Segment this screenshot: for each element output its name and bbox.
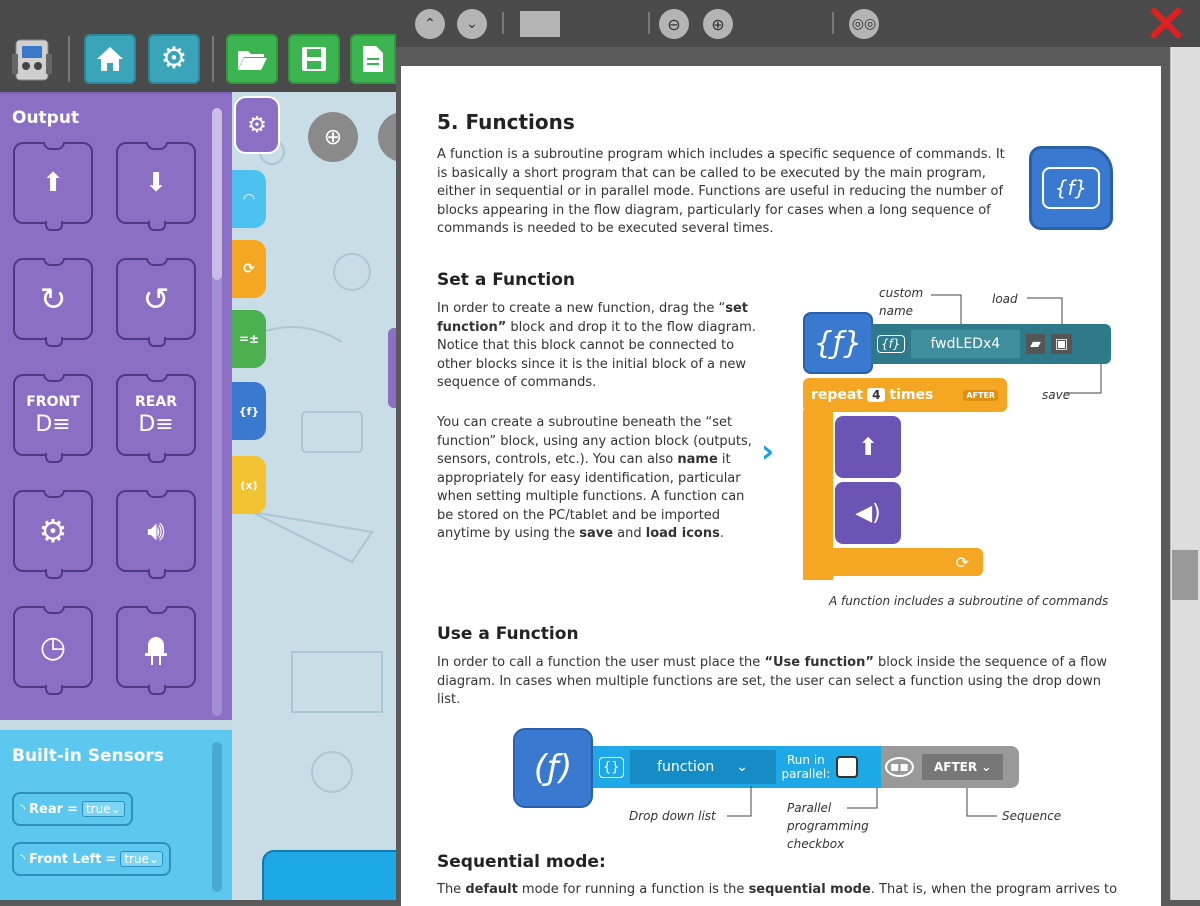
zoom-in-icon: ⊕ bbox=[711, 14, 725, 34]
function-icon: {f} bbox=[238, 404, 260, 418]
toolbar-divider bbox=[68, 36, 70, 82]
chevron-down-icon: ⌄ bbox=[466, 16, 478, 32]
text-run-bold: default bbox=[465, 882, 518, 897]
floppy-disk-icon bbox=[301, 46, 327, 72]
canvas-bottom-block[interactable] bbox=[262, 850, 396, 900]
text-run: The bbox=[437, 882, 466, 897]
forward-block: ⬆ bbox=[835, 416, 901, 478]
repeat-count: 4 bbox=[867, 388, 885, 402]
toolbar-divider bbox=[502, 12, 504, 34]
load-annotation: load bbox=[992, 292, 1018, 306]
zoom-in-button[interactable] bbox=[703, 9, 733, 39]
loop-icon: ⟳ bbox=[955, 552, 969, 572]
text-run-bold: load icons bbox=[645, 526, 720, 541]
text-run: . That is, when the program arrives to bbox=[870, 882, 1118, 897]
category-tab-variables[interactable] bbox=[232, 456, 266, 514]
palette-scrollbar-thumb[interactable] bbox=[212, 108, 222, 280]
run-parallel-label: Run in parallel: bbox=[781, 753, 831, 781]
close-icon bbox=[1148, 5, 1184, 41]
function-icon: {f} bbox=[877, 335, 905, 353]
text-run: . bbox=[719, 526, 724, 541]
section-title: 5. Functions bbox=[437, 110, 575, 134]
led-block[interactable] bbox=[116, 606, 196, 688]
palette-title: Output bbox=[12, 108, 80, 128]
canvas-settings-button[interactable] bbox=[234, 96, 280, 154]
move-forward-block[interactable] bbox=[13, 142, 93, 224]
set-function-block: {ƒ} bbox=[803, 312, 873, 374]
folder-open-icon bbox=[236, 47, 268, 71]
rear-light-label: REAR bbox=[135, 393, 177, 410]
toolbar-divider bbox=[212, 36, 214, 82]
parallel-annotation: Parallel programming checkbox bbox=[787, 801, 869, 851]
robot-backward-icon: ⬇ bbox=[145, 168, 167, 198]
category-tab-operators[interactable] bbox=[232, 310, 266, 368]
chevron-down-icon: ⌄ bbox=[736, 759, 749, 775]
link-icon: ▪▪ bbox=[885, 757, 914, 777]
text-run: it appropriately for easy identification, particular when setting multiple functions. A function can be stored on the PC/tablet and be imported anytime by using the bbox=[437, 452, 745, 541]
set-function-paragraph-1 bbox=[437, 300, 757, 393]
output-palette bbox=[0, 92, 232, 720]
robot-forward-icon: ⬆ bbox=[42, 168, 64, 198]
canvas-block-partial[interactable] bbox=[388, 328, 396, 408]
use-function-bar bbox=[593, 746, 881, 788]
page-number-field[interactable] bbox=[520, 11, 560, 37]
new-file-button[interactable] bbox=[350, 34, 396, 84]
sound-block[interactable] bbox=[116, 490, 196, 572]
calculator-icon: =± bbox=[238, 332, 260, 346]
wifi-icon: ◠ bbox=[243, 191, 255, 207]
variable-icon: (x) bbox=[240, 478, 258, 492]
sensors-scrollbar[interactable] bbox=[212, 742, 222, 892]
document-scrollbar[interactable] bbox=[1170, 47, 1200, 900]
equals-sign: = bbox=[67, 801, 78, 817]
sensor-front-left-block[interactable] bbox=[12, 842, 171, 876]
custom-name-annotation: custom name bbox=[879, 286, 924, 318]
set-function-heading: Set a Function bbox=[437, 270, 575, 290]
equals-sign: = bbox=[105, 851, 117, 867]
text-run-bold: sequential mode bbox=[748, 882, 871, 897]
zoom-out-icon: ⊖ bbox=[667, 14, 681, 34]
function-dropdown bbox=[630, 750, 776, 784]
sensor-value: true bbox=[85, 802, 111, 816]
sequence-annotation: Sequence bbox=[1002, 809, 1062, 823]
category-tab-functions[interactable] bbox=[232, 382, 266, 440]
drop-down-annotation: Drop down list bbox=[629, 809, 716, 823]
text-run-bold: save bbox=[579, 526, 614, 541]
sensor-value-select[interactable]: true⌄ bbox=[82, 801, 125, 817]
use-function-paragraph bbox=[437, 654, 1127, 710]
next-page-button[interactable] bbox=[457, 9, 487, 39]
settings-button[interactable] bbox=[148, 34, 200, 84]
text-run: block inside the sequence of a flow diagram. In cases when multiple functions are set, the user can select a function using the drop down list. bbox=[437, 655, 1108, 707]
text-run-bold: “Use function” bbox=[764, 655, 874, 670]
previous-page-button[interactable] bbox=[415, 9, 445, 39]
set-function-paragraph-2 bbox=[437, 414, 753, 544]
toolbar-divider bbox=[648, 12, 650, 34]
program-canvas[interactable] bbox=[232, 92, 396, 900]
sensor-value: true bbox=[124, 852, 149, 866]
text-run: In order to call a function the user must place the bbox=[437, 655, 765, 670]
home-icon bbox=[95, 45, 125, 73]
save-annotation: save bbox=[1042, 388, 1071, 402]
sequential-mode-heading: Sequential mode: bbox=[437, 852, 606, 872]
text-run: and bbox=[613, 526, 646, 541]
rotate-clockwise-icon: ↻ bbox=[39, 280, 67, 318]
loop-icon: ⟳ bbox=[243, 261, 255, 277]
sequence-select-bar bbox=[881, 746, 1019, 788]
built-in-sensors-palette bbox=[0, 730, 232, 900]
zoom-out-button[interactable] bbox=[659, 9, 689, 39]
sequence-value: AFTER bbox=[933, 760, 978, 774]
sensor-value-select[interactable]: true⌄ bbox=[120, 851, 163, 867]
use-function-block: (ƒ) bbox=[513, 728, 593, 808]
toolbar-divider bbox=[832, 12, 834, 34]
robot-logo-icon bbox=[8, 34, 56, 84]
after-select: AFTER bbox=[963, 390, 998, 401]
document-page bbox=[401, 66, 1161, 906]
clock-icon: ◷ bbox=[39, 629, 67, 665]
zoom-in-icon: ⊕ bbox=[323, 124, 343, 150]
category-tab-controls[interactable] bbox=[232, 240, 266, 298]
sequential-mode-paragraph bbox=[437, 881, 1127, 900]
signal-icon: ◝ bbox=[20, 801, 26, 817]
led-icon bbox=[141, 627, 171, 667]
speaker-icon: 🔊︎ bbox=[147, 514, 165, 547]
front-light-block[interactable] bbox=[13, 374, 93, 456]
gear-icon: ⚙ bbox=[160, 41, 188, 76]
text-run: You can create a subroutine beneath the “set function” block, using any action block (outputs, sensors, controls, etc.). You can also bbox=[437, 415, 752, 467]
function-icon: {f} bbox=[1029, 146, 1113, 230]
repeat-footer bbox=[803, 548, 983, 576]
wait-block[interactable] bbox=[13, 606, 93, 688]
find-button[interactable] bbox=[849, 9, 879, 39]
use-function-heading: Use a Function bbox=[437, 624, 579, 644]
app-toolbar bbox=[0, 0, 396, 92]
headlight-icon: D≡ bbox=[138, 411, 174, 437]
text-run-bold: name bbox=[677, 452, 718, 467]
function-name-field: fwdLEDx4 bbox=[911, 330, 1021, 358]
figure-1-caption: A function includes a subroutine of commands bbox=[829, 594, 1109, 608]
times-label: times bbox=[889, 387, 934, 403]
sound-block: ◀) bbox=[835, 482, 901, 544]
front-light-label: FRONT bbox=[26, 393, 80, 410]
motor-block[interactable] bbox=[13, 490, 93, 572]
sensor-rear-block[interactable] bbox=[12, 792, 133, 826]
sequence-select: AFTER ⌄ bbox=[922, 754, 1003, 780]
category-tab-sensors[interactable] bbox=[232, 170, 266, 228]
move-backward-block[interactable] bbox=[116, 142, 196, 224]
braces-icon: {} bbox=[599, 757, 624, 778]
document-scrollbar-thumb[interactable] bbox=[1172, 550, 1198, 600]
turn-right-block[interactable] bbox=[13, 258, 93, 340]
app-window bbox=[0, 0, 396, 900]
sensors-title: Built-in Sensors bbox=[12, 746, 164, 766]
save-icon: ▣ bbox=[1051, 334, 1072, 354]
pdf-viewer-toolbar bbox=[396, 0, 1200, 47]
dropdown-value: function bbox=[657, 759, 715, 775]
document-icon bbox=[362, 45, 384, 73]
parallel-checkbox bbox=[836, 756, 858, 778]
zoom-in-button[interactable] bbox=[308, 112, 358, 162]
save-button[interactable] bbox=[288, 34, 340, 84]
sensor-name: Front Left bbox=[29, 851, 102, 867]
signal-icon: ◝ bbox=[20, 851, 26, 867]
home-button[interactable] bbox=[84, 34, 136, 84]
text-run-bold: set function” bbox=[437, 301, 748, 335]
function-name-bar bbox=[871, 324, 1111, 364]
repeat-label: repeat bbox=[811, 387, 864, 403]
load-icon: ▰ bbox=[1026, 334, 1045, 354]
turn-left-block[interactable] bbox=[116, 258, 196, 340]
binoculars-icon: ◎◎ bbox=[851, 16, 877, 32]
intro-paragraph: A function is a subroutine program which includes a specific sequence of commands. It is basically a short program that can be called to be executed by the main program, either in sequential or in parallel mode. Functions are useful in reducing the number of blocks appearing in the flow diagram, particularly for cases when a long sequence of commands is needed to be executed several times. bbox=[437, 147, 1005, 236]
chevron-up-icon: ⌃ bbox=[424, 16, 436, 32]
text-run: mode for running a function is the bbox=[517, 882, 749, 897]
open-button[interactable] bbox=[226, 34, 278, 84]
headlight-icon: D≡ bbox=[35, 411, 71, 437]
rotate-counterclockwise-icon: ↺ bbox=[142, 280, 170, 318]
sensor-name: Rear bbox=[29, 801, 64, 817]
text-run: block and drop it to the flow diagram. Notice that this block cannot be connected to other blocks since it is the initial block of a new sequence of commands. bbox=[437, 319, 756, 390]
gear-rotate-icon: ⚙ bbox=[38, 512, 68, 550]
rear-light-block[interactable] bbox=[116, 374, 196, 456]
gear-icon: ⚙ bbox=[247, 112, 267, 138]
text-run: In order to create a new function, drag the “ bbox=[437, 301, 726, 316]
arrow-right-icon: › bbox=[761, 432, 775, 470]
close-viewer-button[interactable] bbox=[1148, 5, 1184, 41]
repeat-block bbox=[803, 378, 1007, 412]
